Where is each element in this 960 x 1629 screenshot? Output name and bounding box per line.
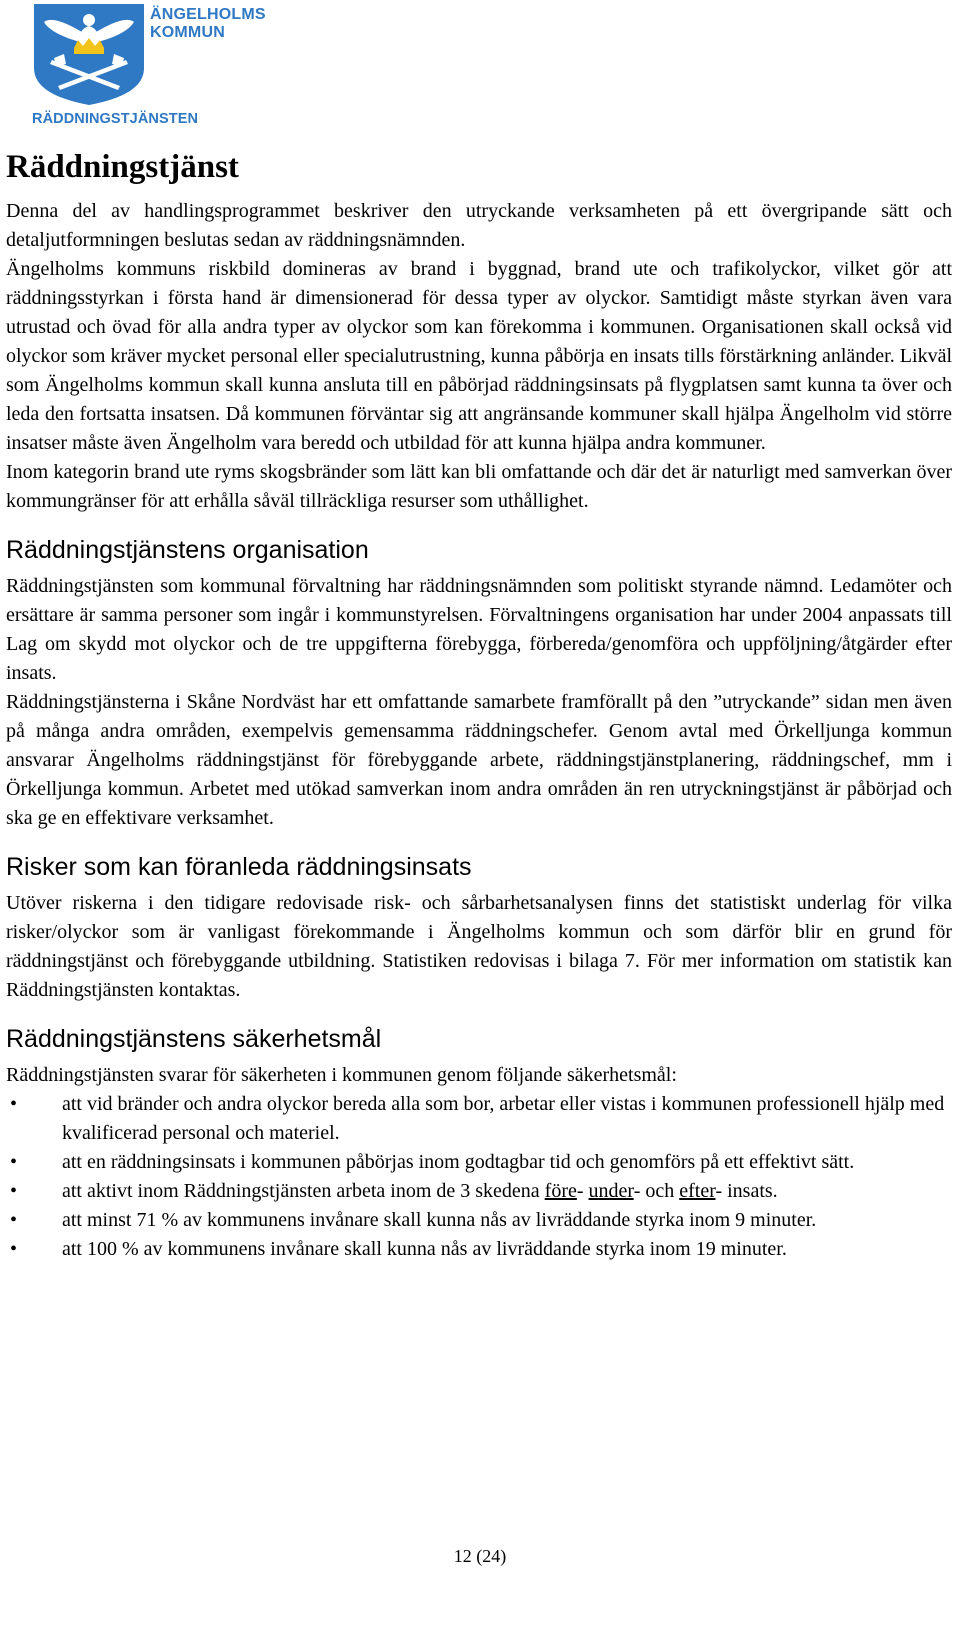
list-item-text: att en räddningsinsats i kommunen påbörjas inom godtagbar tid och genomförs på ett effektivt sätt.: [62, 1151, 855, 1173]
logo-department: RÄDDNINGSTJÄNSTEN: [32, 111, 199, 127]
safety-goals-list: [6, 1090, 952, 1264]
bullet-icon: •: [10, 1209, 18, 1231]
bullet-icon: •: [10, 1093, 18, 1115]
intro-paragraph-1: Denna del av handlingsprogrammet beskriver den utryckande verksamheten på ett övergripande sätt och detaljutformningen beslutas sedan av räddningsnämnden.: [6, 200, 952, 251]
bullet-icon: •: [10, 1151, 18, 1173]
risks-paragraph: Utöver riskerna i den tidigare redovisade risk- och sårbarhetsanalysen finns det statistiskt underlag för vilka risker/olyckor som är vanligast förekommande i Ängelholms kommun och som därför blir en grund för räddningstjänst och förebyggande utbildning. Statistiken redovisas i bilaga 7. För mer information om statistik kan Räddningstjänsten kontaktas.: [6, 892, 952, 1001]
list-item: [6, 1177, 952, 1206]
municipality-logo: [30, 2, 266, 128]
separator: -: [576, 1180, 589, 1202]
list-item-text: att minst 71 % av kommunens invånare skall kunna nås av livräddande styrka inom 9 minuter.: [62, 1209, 817, 1231]
safety-goals-lead: Räddningstjänsten svarar för säkerheten i kommunen genom följande säkerhetsmål:: [6, 1064, 677, 1086]
list-item-text-suffix: - insats.: [715, 1180, 778, 1202]
logo-name-line1: ÄNGELHOLMS: [150, 6, 266, 23]
list-item-text-prefix: att aktivt inom Räddningstjänsten arbeta inom de 3 skedena: [62, 1180, 545, 1202]
underlined-word-after: efter: [679, 1180, 716, 1202]
logo-name-line2: KOMMUN: [150, 24, 225, 41]
page-number: 12 (24): [453, 1546, 507, 1566]
intro-paragraph-2: Ängelholms kommuns riskbild domineras av brand i byggnad, brand ute och trafikolyckor, vilket gör att räddningsstyrkan i första hand är dimensionerad för dessa typer av olyckor. Samtidigt måste styrkan även vara utrustad och övad för alla andra typer av olyckor som kan förekomma i kommunen. Organisationen skall också vid olyckor som kräver mycket personal eller specialutrustning, kunna påbörja en insats tills förstärkning anländer. Likväl som Ängelholms kommun skall kunna ansluta till en påbörjad räddningsinsats på flygplatsen samt kunna ta över och leda den fortsatta insatsen. Då kommunen förväntar sig att angränsande kommuner skall hjälpa Ängelholm vid större insatser måste även Ängelholm vara beredd och utbildad för att kunna hjälpa andra kommuner.: [6, 258, 952, 454]
section-heading-organisation: Räddningstjänstens organisation: [6, 536, 369, 564]
bullet-icon: •: [10, 1238, 18, 1260]
list-item: [6, 1235, 952, 1264]
bullet-icon: •: [10, 1180, 18, 1202]
list-item-text: att vid bränder och andra olyckor bereda alla som bor, arbetar eller vistas i kommunen professionell hjälp med kvalificerad personal och materiel.: [62, 1093, 945, 1144]
section-heading-safety-goals: Räddningstjänstens säkerhetsmål: [6, 1025, 382, 1053]
list-item: [6, 1090, 952, 1148]
coat-of-arms-icon: [30, 2, 148, 106]
section-heading-risks: Risker som kan föranleda räddningsinsats: [6, 853, 472, 881]
list-item-text: att 100 % av kommunens invånare skall kunna nås av livräddande styrka inom 19 minuter.: [62, 1238, 787, 1260]
list-item: [6, 1148, 952, 1177]
organisation-paragraph-2: Räddningstjänsterna i Skåne Nordväst har ett omfattande samarbete framförallt på den ”utryckande” sidan men även på många andra områden, exempelvis gemensamma räddningschefer. Genom avtal med Örkelljunga kommun ansvarar Ängelholms räddningstjänst för förebyggande arbete, räddningstjänstplanering, räddningschef, mm i Örkelljunga kommun. Arbetet med utökad samverkan inom andra områden än ren utryckningstjänst är påbörjad och ska ge en effektivare verksamhet.: [6, 691, 952, 829]
document-body: [6, 147, 952, 1264]
list-item: [6, 1206, 952, 1235]
underlined-word-before: före: [544, 1180, 577, 1202]
organisation-paragraph-1: Räddningstjänsten som kommunal förvaltning har räddningsnämnden som politiskt styrande nämnd. Ledamöter och ersättare är samma personer som ingår i kommunstyrelsen. Förvaltningens organisation har under 2004 anpassats till Lag om skydd mot olyckor och de tre uppgifterna förebygga, förbereda/genomföra och uppföljning/åtgärder efter insats.: [6, 575, 952, 684]
intro-paragraph-3: Inom kategorin brand ute ryms skogsbränder som lätt kan bli omfattande och där det är naturligt med samverkan över kommungränser för att erhålla såväl tillräckliga resurser som uthållighet.: [6, 461, 952, 512]
separator: - och: [633, 1180, 680, 1202]
page-title: Räddningstjänst: [6, 149, 239, 185]
underlined-word-during: under: [588, 1180, 634, 1202]
